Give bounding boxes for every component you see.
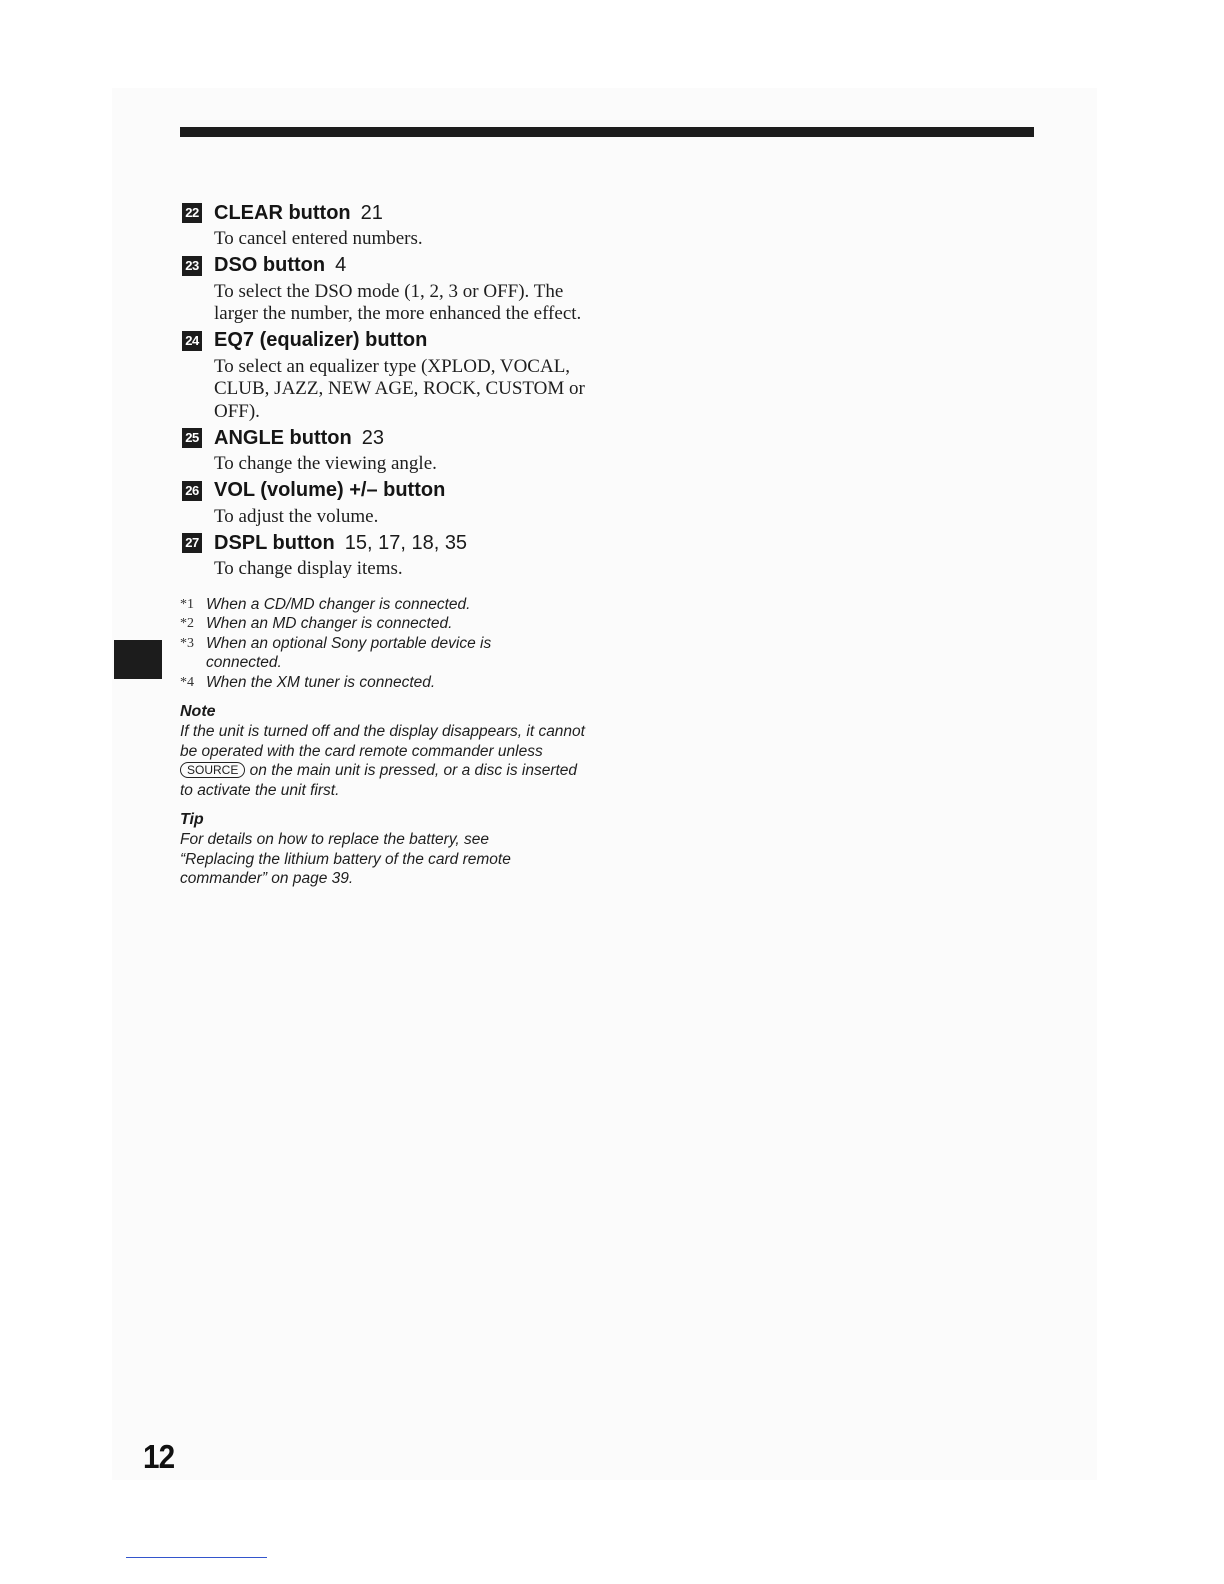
item-number-badge: 26 [182,481,202,501]
item-description: To adjust the volume. [214,505,379,527]
footnote-text: When a CD/MD changer is connected. [206,595,471,613]
item-number-badge: 22 [182,203,202,223]
item-page-refs: 4 [335,254,347,276]
item-description: To change display items. [214,558,403,579]
item-eq7-button [180,326,600,424]
item-number-badge: 24 [182,331,202,351]
footnote-text: When an optional Sony portable device is connected. [206,634,492,671]
page-number: 12 [143,1438,175,1475]
item-clear-button [180,198,600,251]
note-text-before: If the unit is turned off and the display disappears, it cannot be operated with the card remote commander unless [180,723,585,760]
footnote [180,614,600,634]
footnote [180,673,600,693]
footnote-text: When an MD changer is connected. [206,615,453,632]
footnote-mark: *1 [180,596,194,612]
header-rule [180,127,1034,137]
footnote-mark: *2 [180,616,194,631]
item-description: To cancel entered numbers. [214,228,423,249]
item-title: DSO button [214,254,326,276]
footnote [180,634,600,673]
footnote-text: When the XM tuner is connected. [206,673,436,691]
tip-label: Tip [180,811,204,828]
item-title: EQ7 (equalizer) button [214,329,428,351]
item-number-badge: 23 [182,256,202,276]
note-section [180,702,600,800]
footnote-mark: *3 [180,635,194,651]
section-tab-marker [114,640,162,679]
item-number-badge: 25 [182,428,202,448]
item-dspl-button [180,528,600,581]
item-number-badge: 27 [182,533,202,553]
footnote-mark: *4 [180,674,194,690]
item-description: To select an equalizer type (XPLOD, VOCAL, CLUB, JAZZ, NEW AGE, ROCK, CUSTOM or OFF). [214,355,585,422]
source-key-badge: SOURCE [180,762,245,778]
item-dso-button [180,251,600,326]
item-vol-button [180,476,600,529]
item-title: CLEAR button [214,201,351,224]
item-title: DSPL button [214,531,335,554]
note-label: Note [180,703,216,720]
note-text [180,722,590,800]
item-title: ANGLE button [214,426,352,449]
item-description: To change the viewing angle. [214,453,437,474]
item-title: VOL (volume) +/– button [214,479,446,501]
tip-text: For details on how to replace the battery, see “Replacing the lithium battery of the card remote commander” on page 39. [180,831,511,887]
item-angle-button [180,423,600,476]
footnote [180,595,600,615]
bottom-underline [126,1557,267,1558]
item-page-refs: 15, 17, 18, 35 [344,531,468,554]
item-description: To select the DSO mode (1, 2, 3 or OFF). The larger the number, the more enhanced the effect. [214,280,582,324]
tip-section [180,810,600,889]
footnotes [180,595,600,693]
item-page-refs: 23 [361,426,384,449]
note-text-after: on the main unit is pressed, or a disc is inserted to activate the unit first. [180,762,578,799]
manual-content [180,198,600,889]
item-page-refs: 21 [360,201,383,224]
